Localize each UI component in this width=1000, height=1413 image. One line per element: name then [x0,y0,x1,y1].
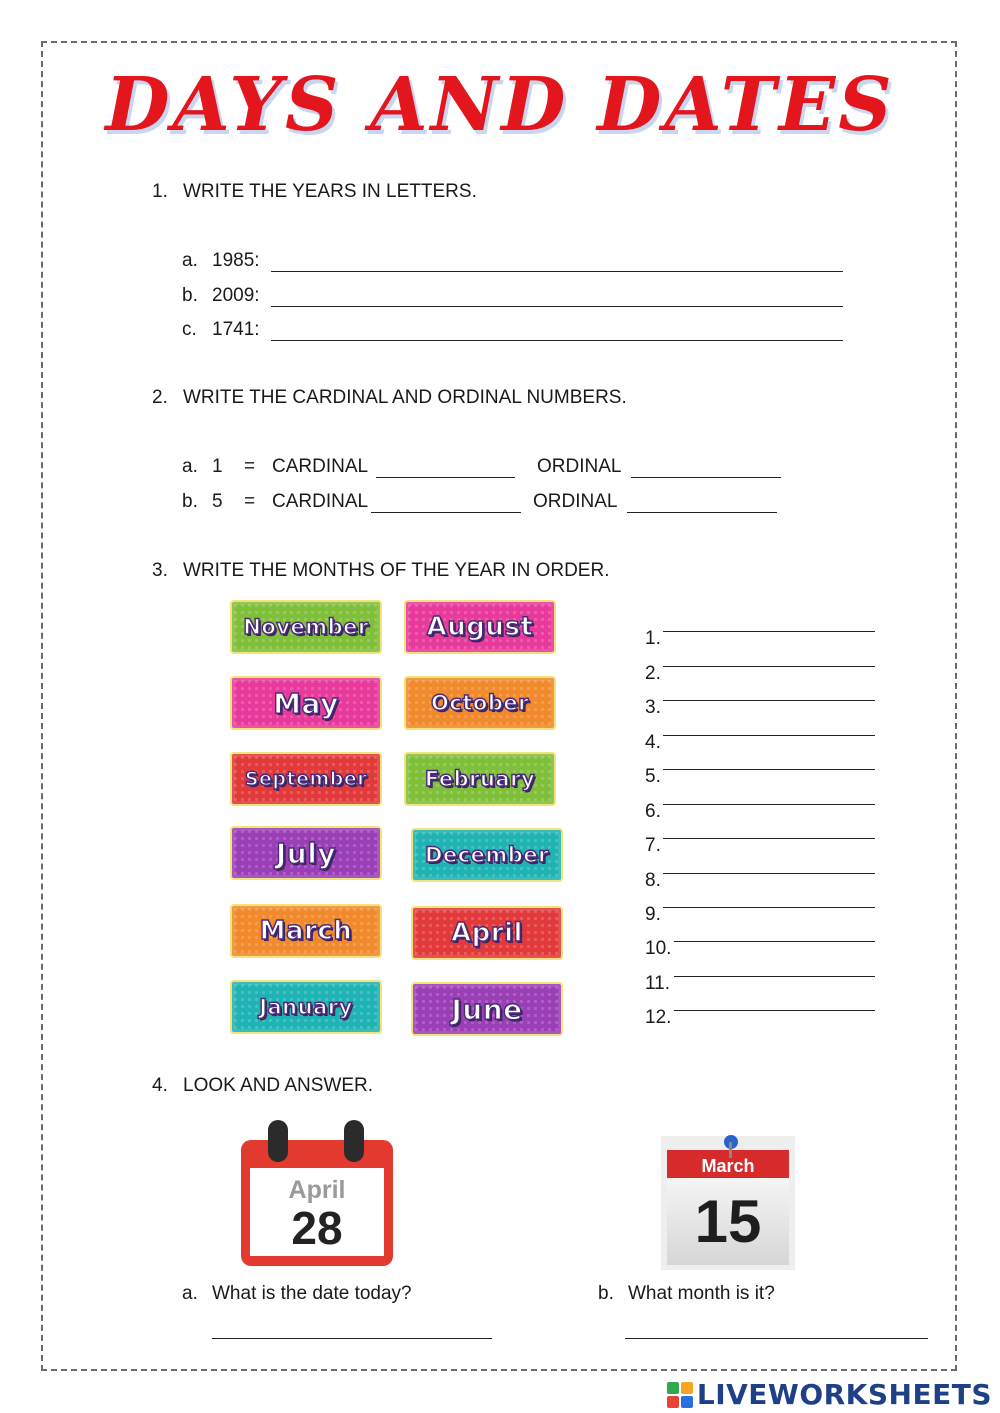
cardinal-answer-line-1[interactable] [376,477,515,478]
tile-label: February [424,767,536,791]
equals-sign: = [244,456,256,477]
question-a-text: What is the date today? [212,1283,412,1304]
item-year: 1741: [212,319,260,340]
month-tile-december[interactable] [411,828,563,882]
question-b-letter: b. [598,1283,614,1304]
month-tile-july[interactable] [230,826,382,880]
calendar-april-icon [238,1118,398,1270]
question-text: WRITE THE CARDINAL AND ORDINAL NUMBERS. [183,387,627,408]
answer-line-month[interactable] [625,1338,928,1339]
month-tile-april[interactable] [411,906,563,960]
item-value: 5 [212,491,223,512]
month-tile-may[interactable] [230,676,382,730]
answer-number: 4. [645,732,661,753]
answer-number: 7. [645,835,661,856]
answer-number: 11. [645,973,671,994]
worksheet-title: DAYS AND DATES [105,62,895,148]
month-tile-february[interactable] [404,752,556,806]
tile-label: August [426,612,534,642]
brand-name: LIVEWORKSHEETS [696,1378,992,1411]
answer-number: 6. [645,801,661,822]
month-tile-november[interactable] [230,600,382,654]
ordinal-answer-line-5[interactable] [627,512,777,513]
question-text: WRITE THE YEARS IN LETTERS. [183,181,477,202]
tile-label: June [451,992,523,1026]
tile-label: July [275,836,337,870]
answer-number: 5. [645,766,661,787]
item-letter: b. [182,491,198,512]
answer-number: 10. [645,938,672,959]
item-letter: b. [182,285,198,306]
answer-number: 1. [645,628,661,649]
question-number: 2. [152,387,168,408]
tile-label: September [244,768,368,790]
answer-line-1741[interactable] [271,340,843,341]
tile-label: October [431,691,529,715]
month-tile-march[interactable] [230,904,382,958]
item-value: 1 [212,456,223,477]
calendar-a-month: April [288,1176,346,1204]
answer-line-date[interactable] [212,1338,492,1339]
answer-number: 2. [645,663,661,684]
item-letter: c. [182,319,197,340]
tile-label: April [451,918,523,948]
ordinal-label: ORDINAL [533,491,618,512]
question-b-text: What month is it? [628,1283,775,1304]
question-number: 4. [152,1075,168,1096]
answer-number: 12. [645,1007,672,1028]
item-year: 1985: [212,250,260,271]
question-number: 1. [152,181,168,202]
item-letter: a. [182,250,198,271]
question-number: 3. [152,560,168,581]
ordinal-label: ORDINAL [537,456,622,477]
month-tile-october[interactable] [404,676,556,730]
cardinal-label: CARDINAL [272,456,369,477]
tile-label: November [243,615,369,639]
cardinal-label: CARDINAL [272,491,369,512]
month-tile-january[interactable] [230,980,382,1034]
tile-label: December [425,843,549,867]
calendar-march-icon [655,1130,800,1273]
answer-number: 9. [645,904,661,925]
question-a-letter: a. [182,1283,198,1304]
calendar-b-month: March [701,1156,755,1176]
logo-mark-icon [667,1382,693,1408]
tile-label: May [273,686,339,720]
month-tile-august[interactable] [404,600,556,654]
liveworksheets-logo [667,1378,992,1411]
equals-sign: = [244,491,256,512]
item-year: 2009: [212,285,260,306]
answer-number: 3. [645,697,661,718]
item-letter: a. [182,456,198,477]
question-text: LOOK AND ANSWER. [183,1075,374,1096]
tile-label: March [259,916,353,946]
answer-line-2009[interactable] [271,306,843,307]
answer-number: 8. [645,870,661,891]
ordinal-answer-line-1[interactable] [631,477,781,478]
cardinal-answer-line-5[interactable] [371,512,521,513]
question-text: WRITE THE MONTHS OF THE YEAR IN ORDER. [183,560,610,581]
tile-label: January [259,995,353,1019]
answer-line-1985[interactable] [271,271,843,272]
month-tile-june[interactable] [411,982,563,1036]
month-tile-september[interactable] [230,752,382,806]
calendar-a-day: 28 [291,1202,343,1254]
calendar-b-day: 15 [694,1188,762,1255]
